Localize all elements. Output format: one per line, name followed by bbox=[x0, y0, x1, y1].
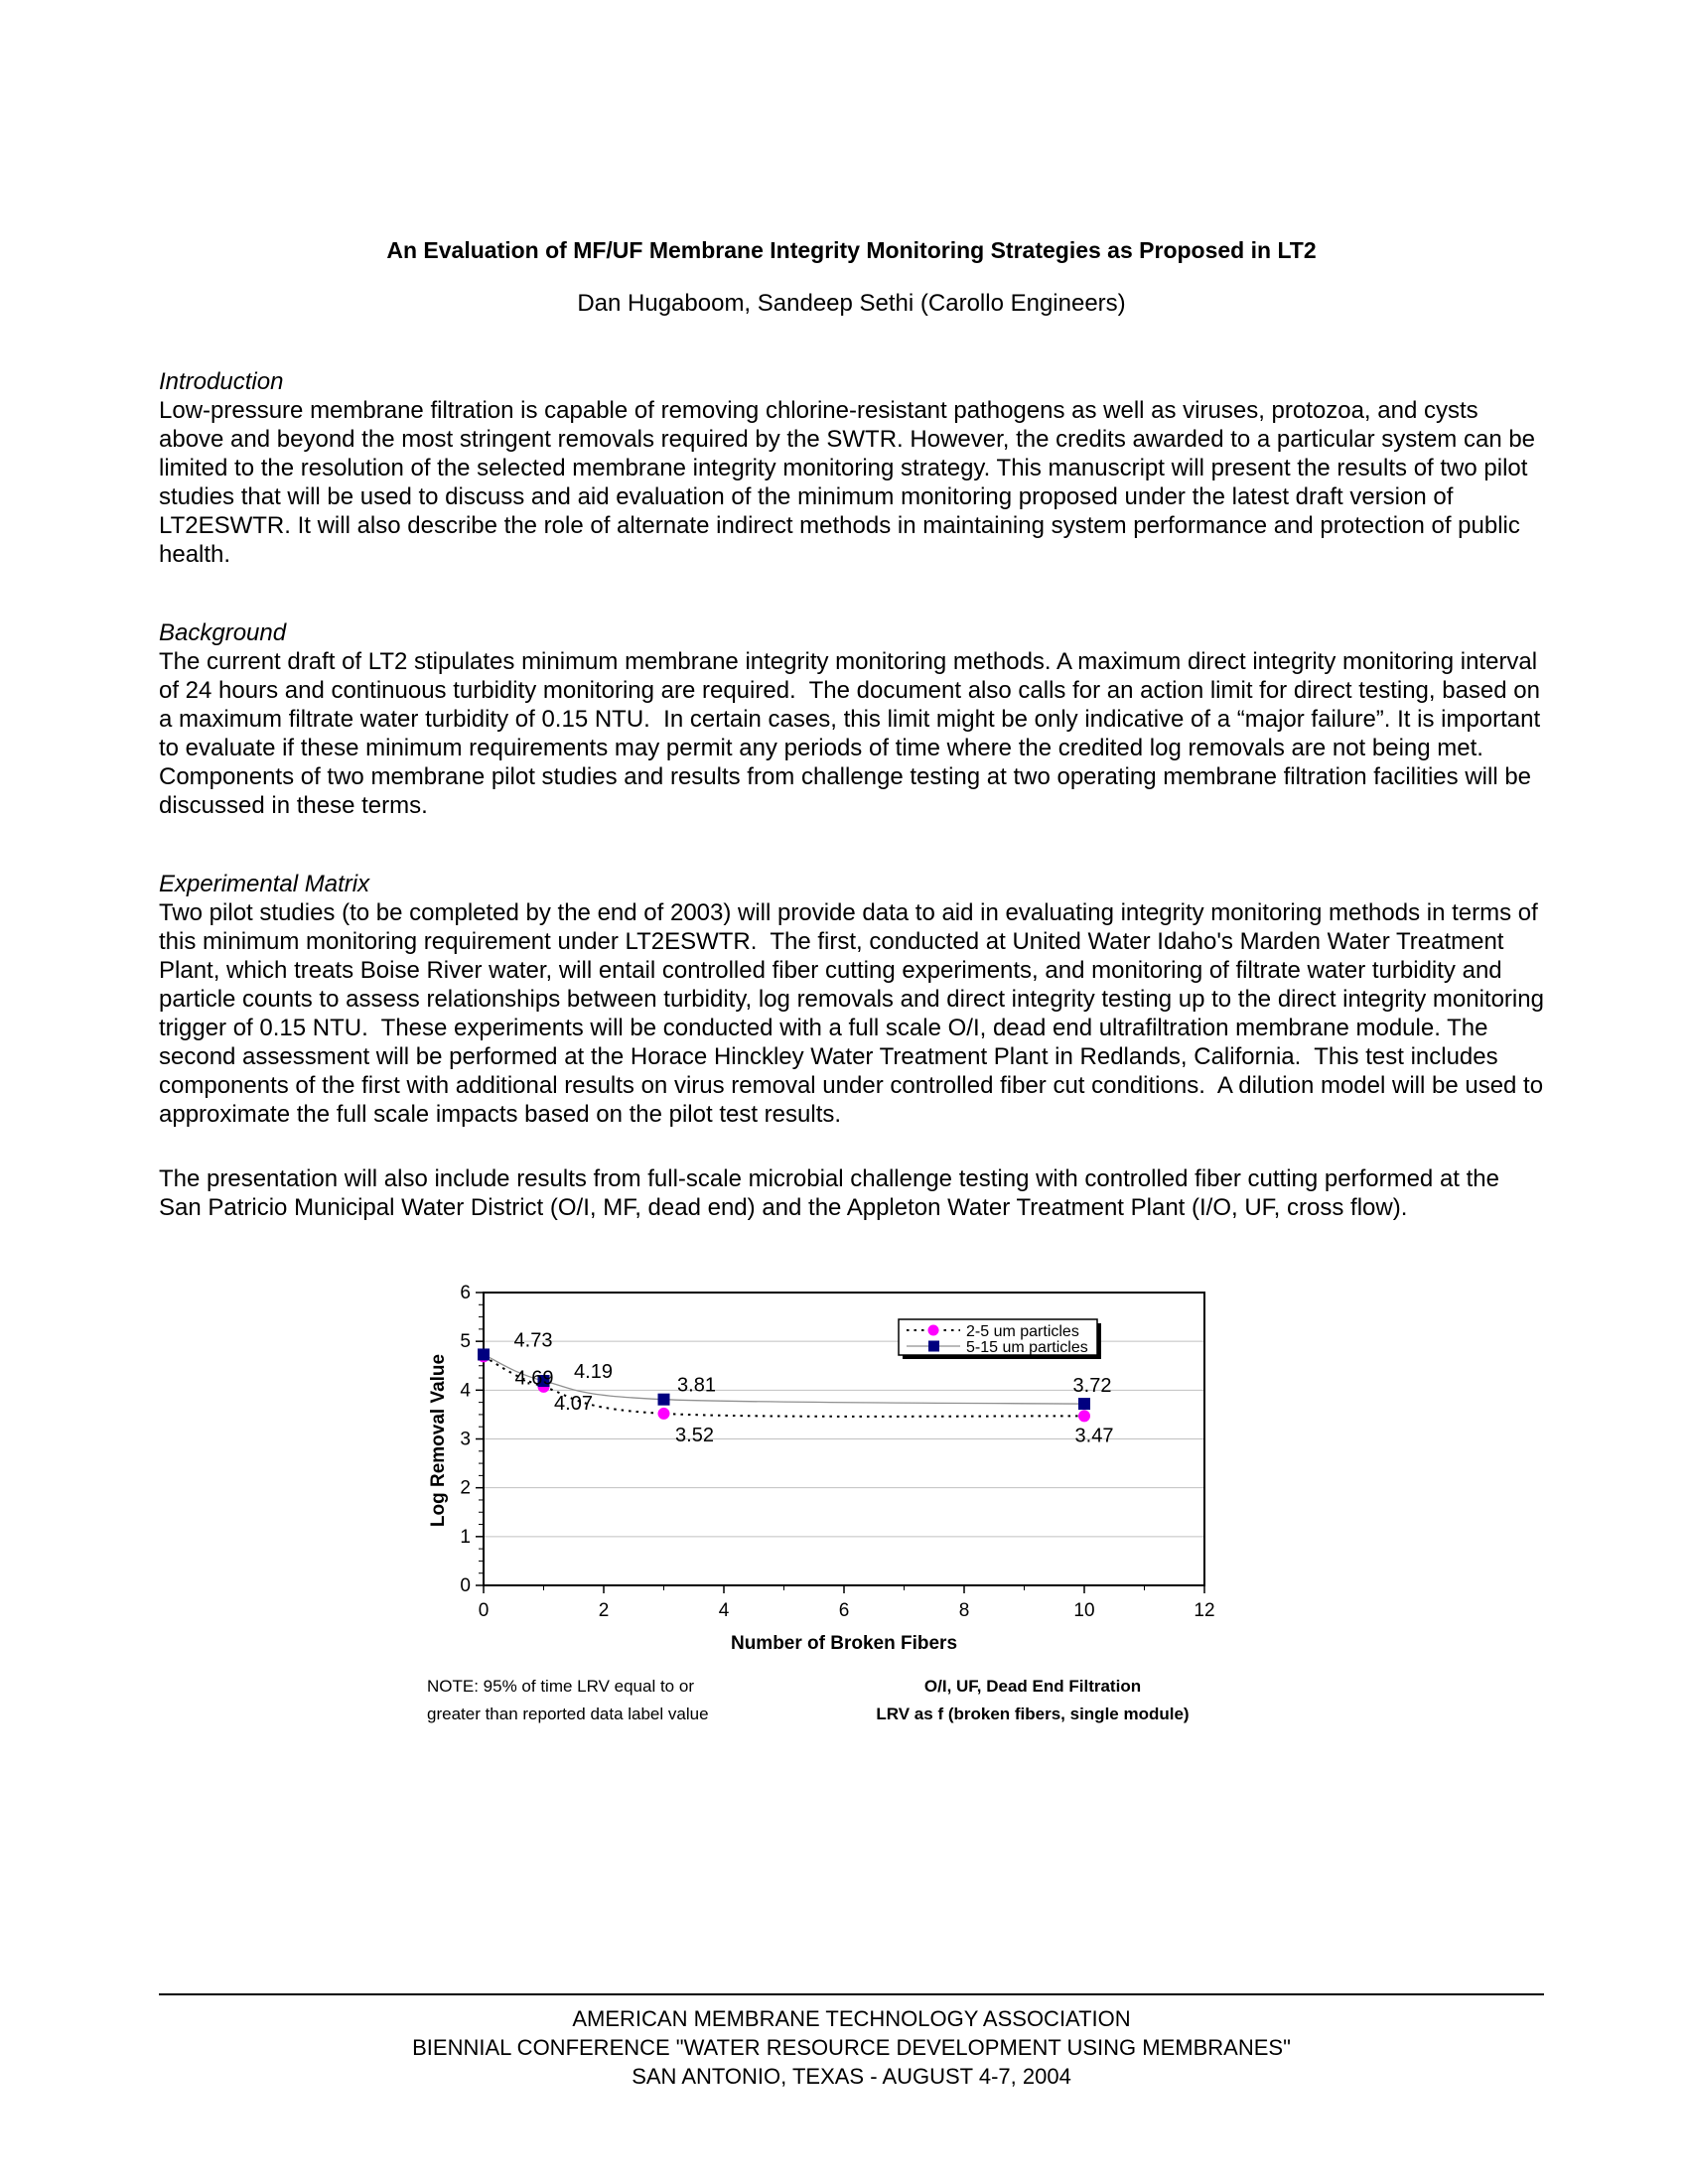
chart-caption bbox=[834, 1673, 1231, 1728]
legend-marker-circle bbox=[928, 1325, 939, 1336]
data-label: 3.72 bbox=[1072, 1375, 1112, 1398]
figure-lrv-chart bbox=[427, 1268, 1241, 1728]
footer-location-date: SAN ANTONIO, TEXAS - AUGUST 4-7, 2004 bbox=[632, 2064, 1071, 2089]
chart-note: NOTE: 95% of time LRV equal to or greater than reported data label value bbox=[427, 1677, 709, 1723]
x-axis-title: Number of Broken Fibers bbox=[730, 1633, 958, 1654]
legend-label: 5-15 um particles bbox=[966, 1339, 1088, 1356]
section-background bbox=[159, 618, 1547, 820]
data-point-marker-circle bbox=[658, 1408, 670, 1420]
section-heading-background: Background bbox=[159, 619, 287, 646]
paper-authors: Dan Hugaboom, Sandeep Sethi (Carollo Engineers) bbox=[577, 290, 1126, 317]
x-tick-label: 6 bbox=[838, 1600, 850, 1621]
data-label: 3.47 bbox=[1074, 1425, 1114, 1447]
chart-caption-line1: O/I, UF, Dead End Filtration bbox=[923, 1677, 1142, 1696]
data-point-marker-circle bbox=[1078, 1410, 1090, 1422]
chart-caption-line2: LRV as f (broken fibers, single module) bbox=[876, 1705, 1190, 1723]
y-tick-label: 6 bbox=[460, 1283, 471, 1303]
x-tick-label: 0 bbox=[478, 1600, 490, 1621]
x-tick-label: 12 bbox=[1194, 1600, 1215, 1621]
page-footer bbox=[159, 1993, 1544, 2091]
x-tick-label: 2 bbox=[598, 1600, 610, 1621]
data-label: 4.07 bbox=[554, 1392, 593, 1415]
x-tick-label: 4 bbox=[718, 1600, 730, 1621]
section-body-experimental-matrix: Two pilot studies (to be completed by the end of 2003) will provide data to aid in evaluating integrity monitoring methods in terms of this minimum monitoring requirement under LT2ESWTR. The first, conducted at United Water Idaho's Marden Water Treatment Plant, which treats Boise River water, will entail controlled fiber cutting experiments, and monitoring of filtrate water turbidity and particle counts to assess relationships between turbidity, log removals and direct integrity testing up to the direct integrity monitoring trigger of 0.15 NTU. These experiments will be conducted with a full scale O/I, dead end ultrafiltration membrane module. The second assessment will be performed at the Horace Hinckley Water Treatment Plant in Redlands, California. This test includes components of the first with additional results on virus removal under controlled fiber cut conditions. A dilution model will be used to approximate the full scale impacts based on the pilot test results. bbox=[159, 899, 1551, 1128]
y-tick-label: 4 bbox=[460, 1380, 471, 1402]
legend-marker-square bbox=[928, 1341, 939, 1352]
y-tick-label: 5 bbox=[460, 1331, 471, 1353]
lrv-line-chart bbox=[427, 1268, 1241, 1665]
data-label: 4.69 bbox=[514, 1367, 554, 1390]
footer-association: AMERICAN MEMBRANE TECHNOLOGY ASSOCIATION bbox=[572, 2006, 1131, 2031]
paper-title: An Evaluation of MF/UF Membrane Integrity Monitoring Strategies as Proposed in LT2 bbox=[386, 237, 1317, 263]
data-label: 4.73 bbox=[513, 1329, 553, 1352]
data-label: 3.81 bbox=[677, 1374, 716, 1397]
legend-label: 2-5 um particles bbox=[966, 1323, 1079, 1340]
footer-conference: BIENNIAL CONFERENCE "WATER RESOURCE DEVELOPMENT USING MEMBRANES" bbox=[412, 2035, 1291, 2060]
data-label: 4.19 bbox=[574, 1360, 613, 1383]
y-axis-title: Log Removal Value bbox=[428, 1353, 449, 1528]
section-body-introduction: Low-pressure membrane filtration is capable of removing chlorine-resistant pathogens as well as viruses, protozoa, and cysts above and beyond the most stringent removals required by the SWTR. However, the credits awarded to a particular system can be limited to the resolution of the selected membrane integrity monitoring strategy. This manuscript will present the results of two pilot studies that will be used to discuss and aid evaluation of the minimum monitoring proposed under the latest draft version of LT2ESWTR. It will also describe the role of alternate indirect methods in maintaining system performance and protection of public health. bbox=[159, 397, 1542, 568]
section-experimental-matrix bbox=[159, 870, 1551, 1129]
y-tick-label: 3 bbox=[460, 1429, 471, 1450]
section-body-background: The current draft of LT2 stipulates minimum membrane integrity monitoring methods. A maximum direct integrity monitoring interval of 24 hours and continuous turbidity monitoring are required. The document also calls for an action limit for direct testing, based on a maximum filtrate water turbidity of 0.15 NTU. In certain cases, this limit might be only indicative of a “major failure”. It is important to evaluate if these minimum requirements may permit any periods of time where the credited log removals are not being met. Components of two membrane pilot studies and results from challenge testing at two operating membrane filtration facilities will be discussed in these terms. bbox=[159, 648, 1547, 819]
chart-notes-row bbox=[427, 1673, 1241, 1728]
y-tick-label: 2 bbox=[460, 1477, 471, 1499]
data-point-marker-square bbox=[478, 1348, 490, 1360]
y-tick-label: 1 bbox=[460, 1526, 471, 1548]
data-point-marker-square bbox=[658, 1394, 670, 1406]
x-tick-label: 8 bbox=[958, 1600, 970, 1621]
section-introduction bbox=[159, 367, 1544, 569]
y-tick-label: 0 bbox=[460, 1575, 471, 1596]
data-label: 3.52 bbox=[675, 1424, 714, 1446]
section-heading-introduction: Introduction bbox=[159, 368, 284, 395]
x-tick-label: 10 bbox=[1073, 1600, 1095, 1621]
closing-paragraph: The presentation will also include results from full-scale microbial challenge testing with controlled fiber cutting performed at the San Patricio Municipal Water District (O/I, MF, dead end) and the Appleton Water Treatment Plant (I/O, UF, cross flow). bbox=[159, 1165, 1506, 1221]
data-point-marker-square bbox=[1078, 1398, 1090, 1410]
section-heading-experimental-matrix: Experimental Matrix bbox=[159, 871, 370, 897]
